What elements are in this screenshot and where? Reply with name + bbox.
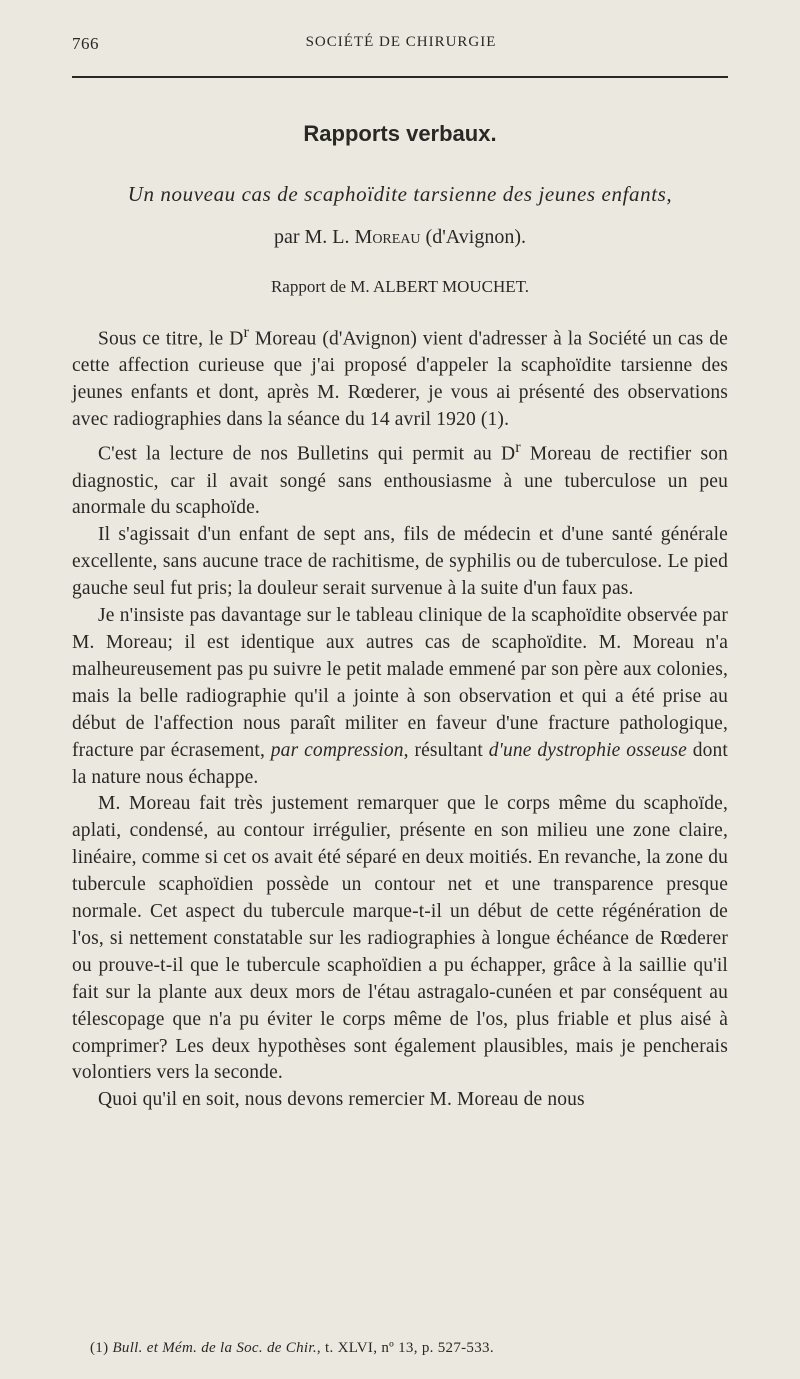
paragraph-1-text-b: Moreau (d'Avignon) vient d'adresser à la Société un cas de cette affection curieuse que j'ai proposé d'appeler la scaphoïdite tarsienne des jeunes enfants et dont, après M. Rœderer, je vous ai présenté des observations avec radiographies dans la séance du 14 avril 1920 (1). (72, 328, 728, 431)
running-header (72, 34, 730, 62)
paragraph-4 (72, 603, 728, 791)
paragraph-6: Quoi qu'il en soit, nous devons remercier M. Moreau de nous (98, 1089, 585, 1111)
article-author (0, 226, 800, 249)
header-rule (72, 76, 728, 78)
paragraph-2-text-b: Moreau de rectifier son diagnostic, car il avait songé sans enthousiasme à une tuberculose un peu anormale du scaphoïde. (72, 443, 728, 519)
page-number: 766 (72, 34, 99, 53)
running-title: SOCIÉTÉ DE CHIRURGIE (305, 34, 497, 50)
footnote (90, 1340, 494, 1357)
footnote-marker: (1) (90, 1340, 113, 1356)
paragraph-4-italic-1: par compression (270, 739, 404, 761)
paragraph-1-superscript: r (243, 323, 250, 341)
footnote-reference: , t. XLVI, nº 13, p. 527-533. (316, 1340, 494, 1356)
author-name: Moreau (354, 226, 421, 248)
paragraph-2-superscript: r (515, 438, 521, 457)
paragraph-1 (72, 319, 728, 434)
paragraph-1-text-a: Sous ce titre, le D (98, 328, 244, 350)
footnote-journal: Bull. et Mém. de la Soc. de Chir. (112, 1340, 317, 1356)
section-title: Rapports verbaux. (303, 121, 497, 146)
author-suffix: (d'Avignon). (420, 226, 526, 248)
paragraph-2-text-a: C'est la lecture de nos Bulletins qui permit au D (98, 443, 516, 465)
paragraph-4-text-b: , résultant (403, 739, 489, 761)
paragraph-3: Il s'agissait d'un enfant de sept ans, fils de médecin et d'une santé générale excellente, sans aucune trace de rachitisme, de syphilis ou de tuberculose. Le pied gauche seul fut pris; la douleur serait survenue à la suite d'un faux pas. (72, 524, 728, 600)
article-title: Un nouveau cas de scaphoïdite tarsienne des jeunes enfants, (127, 182, 673, 206)
paragraph-5: M. Moreau fait très justement remarquer que le corps même du scaphoïde, aplati, condensé, au contour irrégulier, présente en son milieu une zone claire, linéaire, comme si cet os avait été séparé en deux moitiés. En revanche, la zone du tubercule scaphoïdien possède un contour net et une transparence presque normale. Cet aspect du tubercule marque-t-il un début de cette régénération de l'os, si nettement constatable sur les radiographies à longue échéance de Rœderer ou prouve-t-il que le tubercule scaphoïdien a pu échapper, grâce à la saillie qu'il fait sur la plante aux deux mors de l'étau astragalo-cunéen et par conséquent au télescopage que n'a pu éviter le corps même de l'os, plus friable et plus aisé à comprimer? Les deux hypothèses sont également plausibles, mais je pencherais volontiers vers la seconde. (72, 793, 728, 1084)
report-prefix: Rapport de M. (270, 277, 373, 296)
paragraph-2 (72, 434, 728, 522)
paragraph-4-italic-2: d'une dystrophie osseuse (488, 739, 687, 761)
report-attribution (0, 277, 800, 297)
paragraph-4-text-c: dont la nature nous échappe. (72, 739, 728, 788)
author-prefix: par M. L. (273, 226, 355, 248)
body-text (72, 319, 728, 1114)
paragraph-4-text-a: Je n'insiste pas davantage sur le tableau clinique de la scaphoïdite observée par M. Moreau; il est identique aux autres cas de scaphoïdite. M. Moreau n'a malheureusement pas pu suivre le petit malade emmené par son père aux colonies, mais la belle radiographie qu'il a jointe à son observation et qui a été prise au début de l'affection nous paraît militer en faveur d'une fracture pathologique, fracture par écrasement, (72, 605, 728, 761)
report-name: ALBERT MOUCHET. (372, 277, 530, 296)
